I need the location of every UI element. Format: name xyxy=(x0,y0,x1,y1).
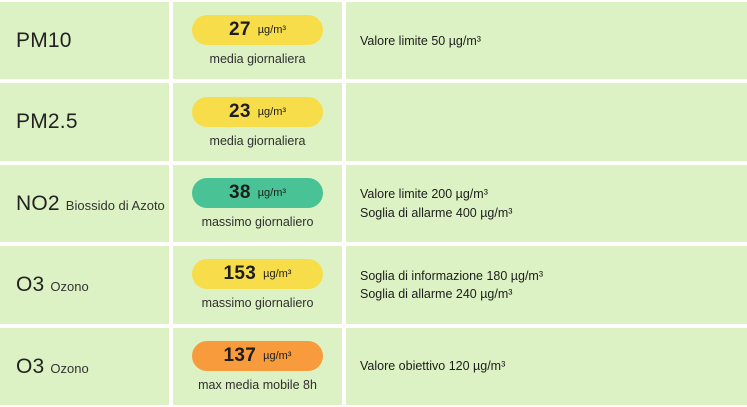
measurement-value: 27 xyxy=(228,19,251,41)
pollutant-label xyxy=(16,110,78,134)
pollutant-name-cell xyxy=(0,83,169,160)
threshold-notes-cell xyxy=(346,246,747,323)
threshold-note: Valore obiettivo 120 µg/m³ xyxy=(360,359,506,374)
pollutant-code: O3 xyxy=(16,273,45,297)
threshold-note: Soglia di allarme 400 µg/m³ xyxy=(360,205,513,220)
measurement-stat-label: massimo giornaliero xyxy=(201,296,314,311)
measurement-value: 137 xyxy=(223,344,257,366)
table-row xyxy=(0,165,747,242)
table-row xyxy=(0,328,747,405)
pollutant-long-name: Ozono xyxy=(50,279,89,295)
value-badge xyxy=(192,341,323,371)
measurement-cell xyxy=(173,83,342,160)
value-badge xyxy=(192,15,323,45)
value-badge xyxy=(192,178,323,208)
threshold-notes-cell xyxy=(346,2,747,79)
measurement-unit: µg/m³ xyxy=(263,268,292,281)
measurement-unit: µg/m³ xyxy=(263,349,292,362)
threshold-note: Valore limite 50 µg/m³ xyxy=(360,33,481,48)
pollutant-code: O3 xyxy=(16,354,45,378)
measurement-stat-label: media giornaliera xyxy=(209,52,306,67)
pollutant-label xyxy=(16,192,165,216)
threshold-note: Valore limite 200 µg/m³ xyxy=(360,187,488,202)
table-row xyxy=(0,83,747,160)
measurement-cell xyxy=(173,328,342,405)
measurement-unit: µg/m³ xyxy=(257,24,287,37)
threshold-note: Soglia di informazione 180 µg/m³ xyxy=(360,268,543,283)
table-row xyxy=(0,2,747,79)
measurement-stat-label: max media mobile 8h xyxy=(198,377,317,392)
value-badge xyxy=(192,259,323,289)
threshold-note: Soglia di allarme 240 µg/m³ xyxy=(360,286,513,301)
threshold-notes-cell xyxy=(346,83,747,160)
measurement-cell xyxy=(173,2,342,79)
pollutant-name-cell xyxy=(0,165,169,242)
pollutant-name-cell xyxy=(0,328,169,405)
pollutant-label xyxy=(16,273,89,297)
measurement-cell xyxy=(173,246,342,323)
measurement-stat-label: media giornaliera xyxy=(209,133,306,148)
measurement-stat-label: massimo giornaliero xyxy=(201,215,314,230)
pollutant-code: PM2.5 xyxy=(16,110,78,134)
threshold-notes-cell xyxy=(346,165,747,242)
pollutant-name-cell xyxy=(0,246,169,323)
measurement-unit: µg/m³ xyxy=(257,105,287,118)
pollutant-code: PM10 xyxy=(16,28,72,52)
measurement-value: 153 xyxy=(223,263,257,285)
pollutant-long-name: Ozono xyxy=(50,360,89,376)
pollutant-name-cell xyxy=(0,2,169,79)
table-row xyxy=(0,246,747,323)
measurement-cell xyxy=(173,165,342,242)
pollutant-long-name: Biossido di Azoto xyxy=(65,197,165,213)
pollutant-label xyxy=(16,29,72,53)
measurement-unit: µg/m³ xyxy=(257,187,287,200)
pollutant-code: NO2 xyxy=(16,191,60,215)
threshold-notes-cell xyxy=(346,328,747,405)
value-badge xyxy=(192,97,323,127)
measurement-value: 38 xyxy=(228,182,251,204)
measurement-value: 23 xyxy=(228,100,251,122)
pollutant-label xyxy=(16,355,89,379)
